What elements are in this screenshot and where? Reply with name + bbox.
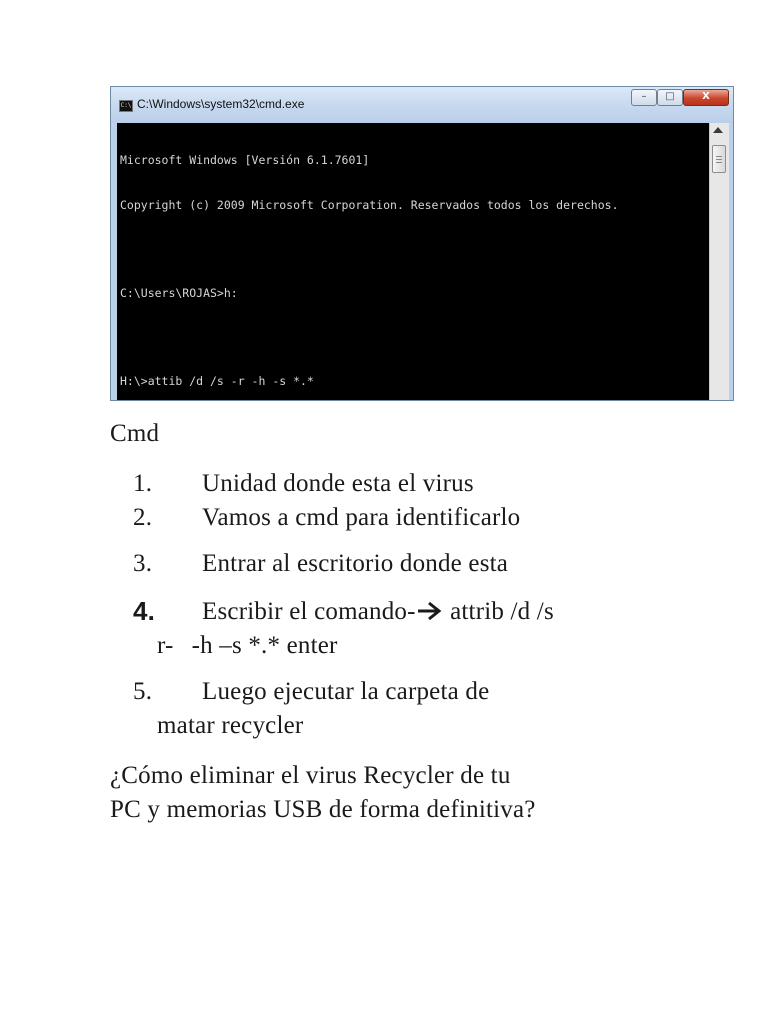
step-text: Vamos a cmd para identificarlo <box>202 504 521 531</box>
step-number: 5. <box>133 678 153 705</box>
cmd-window-screenshot <box>110 86 734 401</box>
minimize-button[interactable]: – <box>631 89 657 106</box>
step-number: 4. <box>133 596 156 626</box>
step-number: 1. <box>133 470 153 497</box>
step-text: Luego ejecutar la carpeta de <box>202 678 490 705</box>
step-text-part: Escribir el comando- <box>202 598 416 625</box>
step-continuation <box>157 632 338 660</box>
console-lines <box>120 124 619 401</box>
cmd-app-icon: C:\ <box>119 100 133 112</box>
console-line: Microsoft Windows [Versión 6.1.7601] <box>120 153 370 168</box>
step-text: Unidad donde esta el virus <box>202 470 474 497</box>
cmd-console-output[interactable] <box>117 123 709 401</box>
question-text: ¿Cómo eliminar el virus Recycler de tu <box>110 762 511 789</box>
step-continuation-part: r- <box>157 632 174 659</box>
console-line <box>120 330 619 345</box>
section-heading: Cmd <box>110 420 160 447</box>
scrollbar-thumb[interactable] <box>712 145 726 173</box>
maximize-button[interactable]: □ <box>657 89 683 106</box>
step-text: Entrar al escritorio donde esta <box>202 550 509 577</box>
cmd-title-bar <box>111 87 733 123</box>
question-text: PC y memorias USB de forma definitiva? <box>110 796 536 823</box>
step-number: 2. <box>133 504 153 531</box>
console-line: C:\Users\ROJAS>h: <box>120 285 238 300</box>
console-line: Copyright (c) 2009 Microsoft Corporation. Reservados todos los derechos. <box>120 197 619 212</box>
cmd-window-title: C:\Windows\system32\cmd.exe <box>137 97 305 111</box>
step-continuation: matar recycler <box>157 712 304 739</box>
console-line <box>120 242 619 257</box>
close-button[interactable]: X <box>683 89 729 106</box>
step-number: 3. <box>133 550 153 577</box>
right-arrow-icon <box>416 601 444 621</box>
step-continuation-part: -h –s *.* enter <box>191 632 338 659</box>
step-command-text: attrib /d /s <box>443 598 554 625</box>
console-line: H:\>attib /d /s -r -h -s *.* <box>120 373 314 388</box>
step-text <box>202 598 554 626</box>
scroll-up-arrow-icon[interactable] <box>713 127 723 133</box>
vertical-scrollbar[interactable] <box>709 123 729 401</box>
